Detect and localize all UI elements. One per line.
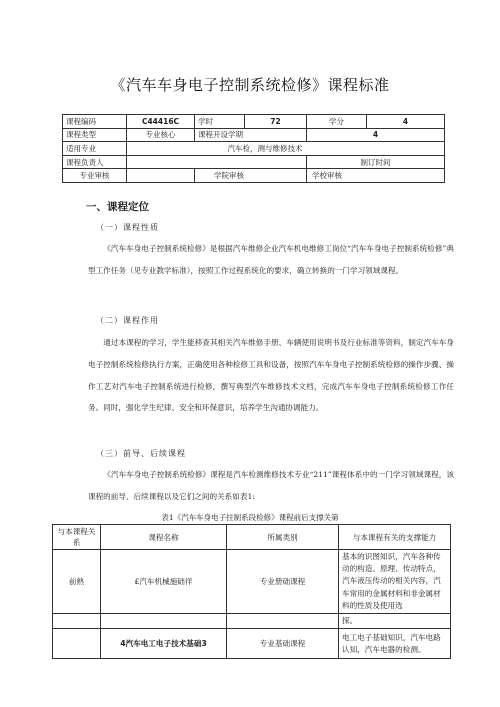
credits-label: 学分: [307, 115, 367, 129]
table-row: [53, 614, 451, 629]
hours-value: 72: [245, 115, 307, 129]
table-row: [53, 629, 451, 659]
header-course-name: 课程名称: [101, 525, 227, 550]
info-row-type: [63, 128, 445, 142]
subheading-related-courses: （三）前导、后续课程: [96, 449, 186, 458]
header-support: 与本课程有关的支撑能力: [339, 525, 451, 550]
major-value: [127, 142, 445, 156]
major-label: 适用专业: [63, 142, 127, 156]
college-review-label: 学院审核: [195, 169, 307, 183]
document-title: 《汽车车身电子控制系统检修》课程标准: [110, 76, 390, 94]
major-value-part1: 汽车检: [227, 143, 250, 153]
info-row-review: [63, 169, 445, 183]
paragraph-role: 通过本课程的学习，学生能移查其相关汽车维修手册、车辆使用说明书及行业标准等资料，制定汽车车身电子控制系统检修执行方案，正确使用各种检修工具和设备，按照汽车车身电子控制系统检修的操作步骤、操作工艺对汽车电子控制系统进行检修，撰写典型汽车维修技术文档，完成汽车车身电子控制系统检修工作任务。同时，强化学生纪律、安全和环保意识，培养学生沟通协调能力。: [88, 338, 454, 413]
course-info-table: [62, 114, 445, 183]
row1-relation: 前熟: [53, 550, 101, 614]
info-row-code: [63, 115, 445, 129]
major-value-part2: ，测与维修技术: [250, 143, 303, 153]
course-type-value: 专业核心: [127, 128, 195, 142]
table1-caption: 表1《汽车车身电子拄制系段检修》课程前后支撑关第: [161, 513, 339, 522]
owner-label: 课程负责人: [63, 155, 127, 169]
row1-category: 专业册础课程: [227, 550, 339, 614]
row1-course-name: £汽车机械施础徉: [101, 550, 227, 614]
row3-support: 电工电子基础知识，汽车电路认知，汽车电器的检测。: [339, 629, 451, 659]
hours-label: 学时: [195, 115, 245, 129]
semester-label: 课程开设学期: [195, 128, 307, 142]
course-code-label: 课程编码: [63, 115, 127, 129]
subheading-role: （二）课程作用: [96, 316, 159, 325]
row2-category: [227, 614, 339, 629]
paragraph-nature: 《汽车车身电子控制系统检修》是根据汽车维修企业汽车机电维修工岗位“汽车车身电子控制系统检修”典型工作任务（见专业教学标准），按照工作过程系统化的要求，确立转换的一门学习领域课程。: [88, 244, 454, 275]
made-time-label: 制订时间: [307, 155, 445, 169]
section-heading-positioning: 一、课程定位: [86, 201, 149, 213]
major-review-value: [127, 169, 195, 183]
row2-relation: [53, 614, 101, 629]
row2-course-name: [101, 614, 227, 629]
semester-value: 4: [307, 128, 445, 142]
row3-category: 专业基础课程: [227, 629, 339, 659]
info-row-major: [63, 142, 445, 156]
row2-support: 探。: [339, 614, 451, 629]
school-review-label: 学校审核: [307, 169, 445, 183]
table1-header-row: [53, 525, 451, 550]
course-relations-table: [52, 524, 451, 659]
header-relation: 与本课程关系: [53, 525, 101, 550]
info-row-owner: [63, 155, 445, 169]
table-row: [53, 550, 451, 614]
paragraph-related-courses: 《汽车车身电子控制系统检修》课程是汽车检测维修技术专业“211”课程体系中的一门学习领域课程，该课程的前导、后续课程以及它们之间的关系如表1:: [88, 470, 454, 501]
course-code-value: C44416C: [127, 115, 195, 129]
row3-course-name: 4汽车电工电子技术基础3: [101, 629, 227, 659]
row1-support: 基本的识图知识，汽车各种传动的构造、原理、传动特点，汽车液压传动的相关内容，汽车常用的金属材料和非金属材料的性质及使用选: [339, 550, 451, 614]
owner-value: [127, 155, 307, 169]
major-review-label: 专业审核: [63, 169, 127, 183]
course-type-label: 课程类型: [63, 128, 127, 142]
subheading-nature: （一）课程性质: [96, 223, 159, 232]
credits-value: 4: [367, 115, 445, 129]
row3-relation: [53, 629, 101, 659]
header-category: 所属类别: [227, 525, 339, 550]
